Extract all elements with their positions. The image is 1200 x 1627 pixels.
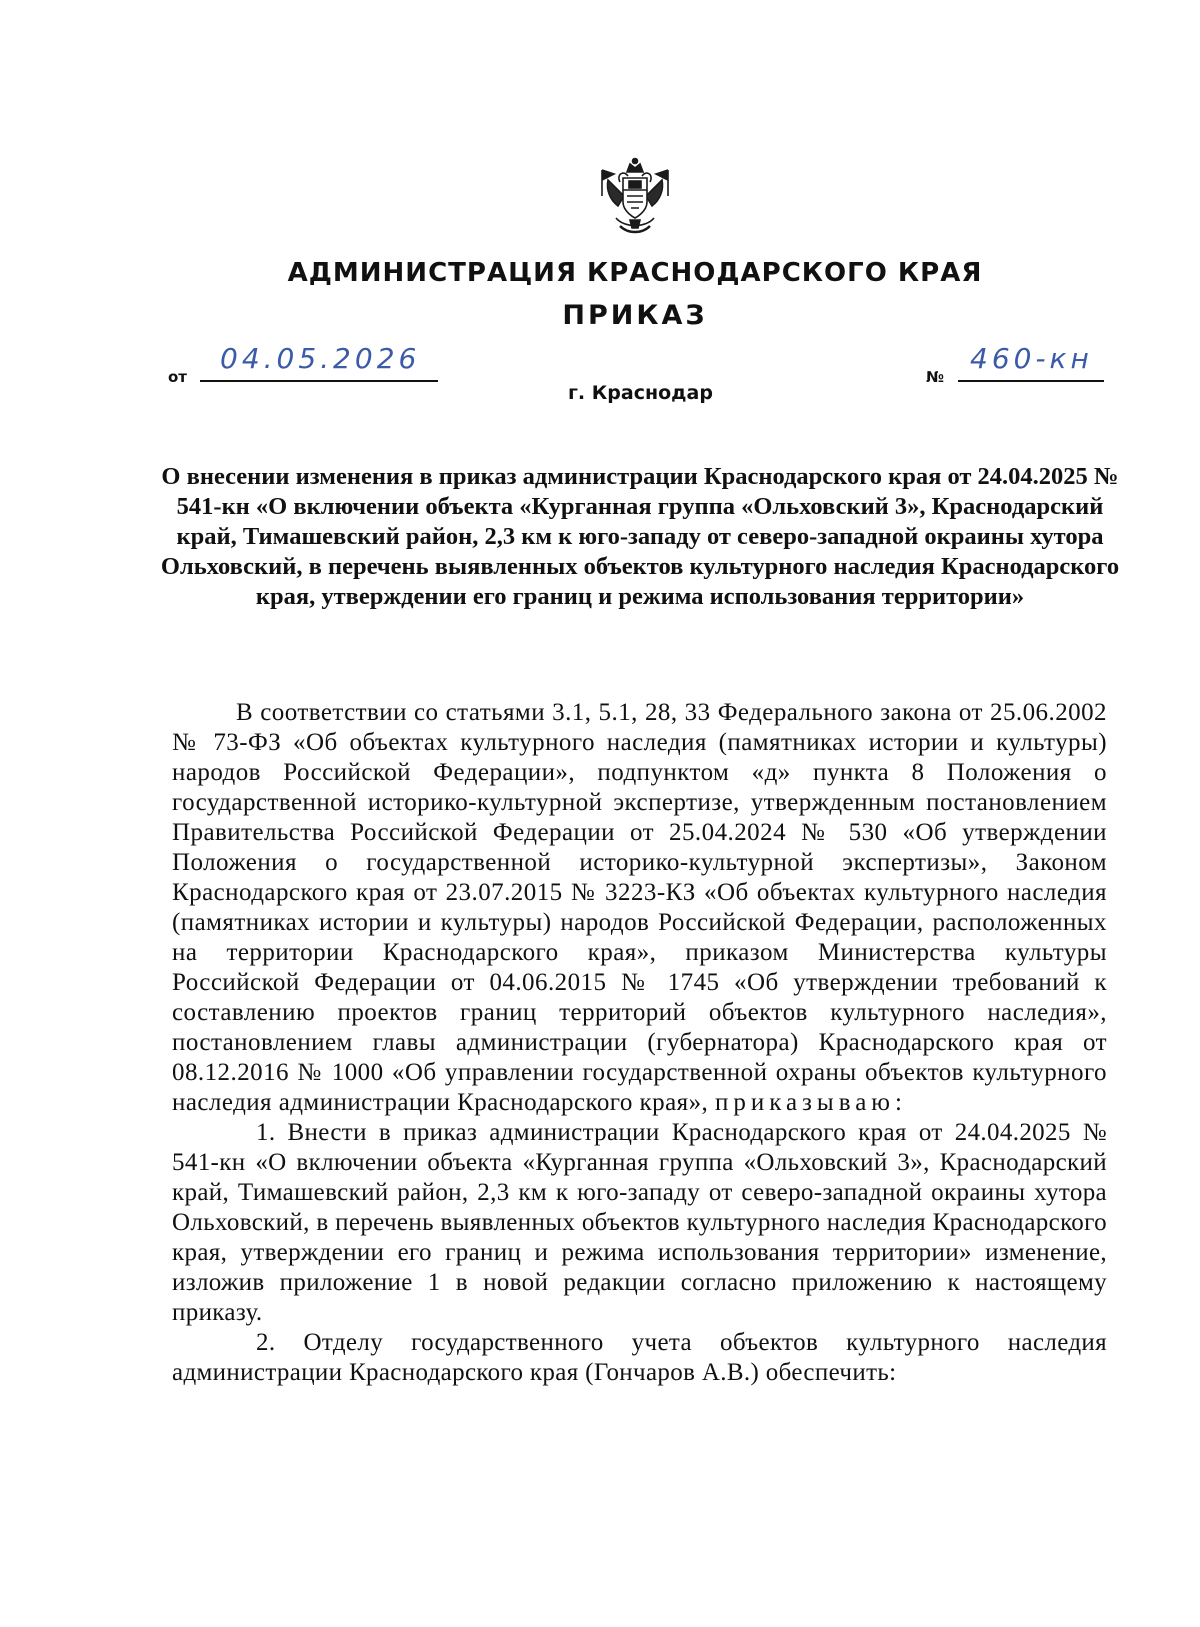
item-1-paragraph: 1. Внести в приказ администрации Краснодарского края от 24.04.2025 № 541-кн «О включении объекта «Курганная группа «Ольховский 3», Краснодарский край, Тимашевский район, 2,3 км к юго-западу от северо-западной окраины хутора Ольховский, в перечень выявленных объектов культурного наследия Краснодарского края, утверждении его границ и режима использования территории» изменение, изложив приложение 1 в новой редакции согласно приложению к настоящему приказу. xyxy=(172,1119,1107,1326)
handwritten-date: 04.05.2026 xyxy=(220,342,421,375)
handwritten-number: 460-кн xyxy=(970,342,1093,375)
document-body xyxy=(172,698,1107,1388)
preamble-paragraph xyxy=(172,698,1107,1118)
city-name: г. Краснодар xyxy=(568,382,713,404)
organization-name: АДМИНИСТРАЦИЯ КРАСНОДАРСКОГО КРАЯ xyxy=(287,258,983,288)
date-label: от xyxy=(168,368,187,386)
date-field xyxy=(200,342,438,382)
item-2-paragraph: 2. Отделу государственного учета объектов культурного наследия администрации Краснодарского края (Гончаров А.В.) обеспечить: xyxy=(172,1329,1107,1386)
number-field xyxy=(958,342,1104,382)
coat-of-arms-emblem xyxy=(594,156,676,238)
order-word: приказываю: xyxy=(714,1089,907,1116)
document-type: ПРИКАЗ xyxy=(562,300,708,331)
document-title: О внесении изменения в приказ администрации Краснодарского края от 24.04.2025 № 541-кн «О включении объекта «Курганная группа «Ольховский 3», Краснодарский край, Тимашевский район, 2,3 км к юго-западу от северо-западной окраины хутора Ольховский, в перечень выявленных объектов культурного наследия Краснодарского края, утверждении его границ и режима использования территории» xyxy=(160,463,1120,610)
preamble-text: В соответствии со статьями 3.1, 5.1, 28, 33 Федерального закона от 25.06.2002 № 73-ФЗ «Об объектах культурного наследия (памятниках истории и культуры) народов Российской Федерации», подпунктом «д» пункта 8 Положения о государственной историко-культурной экспертизе, утвержденным постановлением Правительства Российской Федерации от 25.04.2024 № 530 «Об утверждении Положения о государственной историко-культурной экспертизы», Законом Краснодарского края от 23.07.2015 № 3223-КЗ «Об объектах культурного наследия (памятниках истории и культуры) народов Российской Федерации, расположенных на территории Краснодарского края», приказом Министерства культуры Российской Федерации от 04.06.2015 № 1745 «Об утверждении требований к составлению проектов границ территорий объектов культурного наследия», постановлением главы администрации (губернатора) Краснодарского края от 08.12.2016 № 1000 «Об управлении государственной охраны объектов культурного наследия администрации Краснодарского края», xyxy=(172,699,1107,1116)
number-label: № xyxy=(926,368,945,386)
